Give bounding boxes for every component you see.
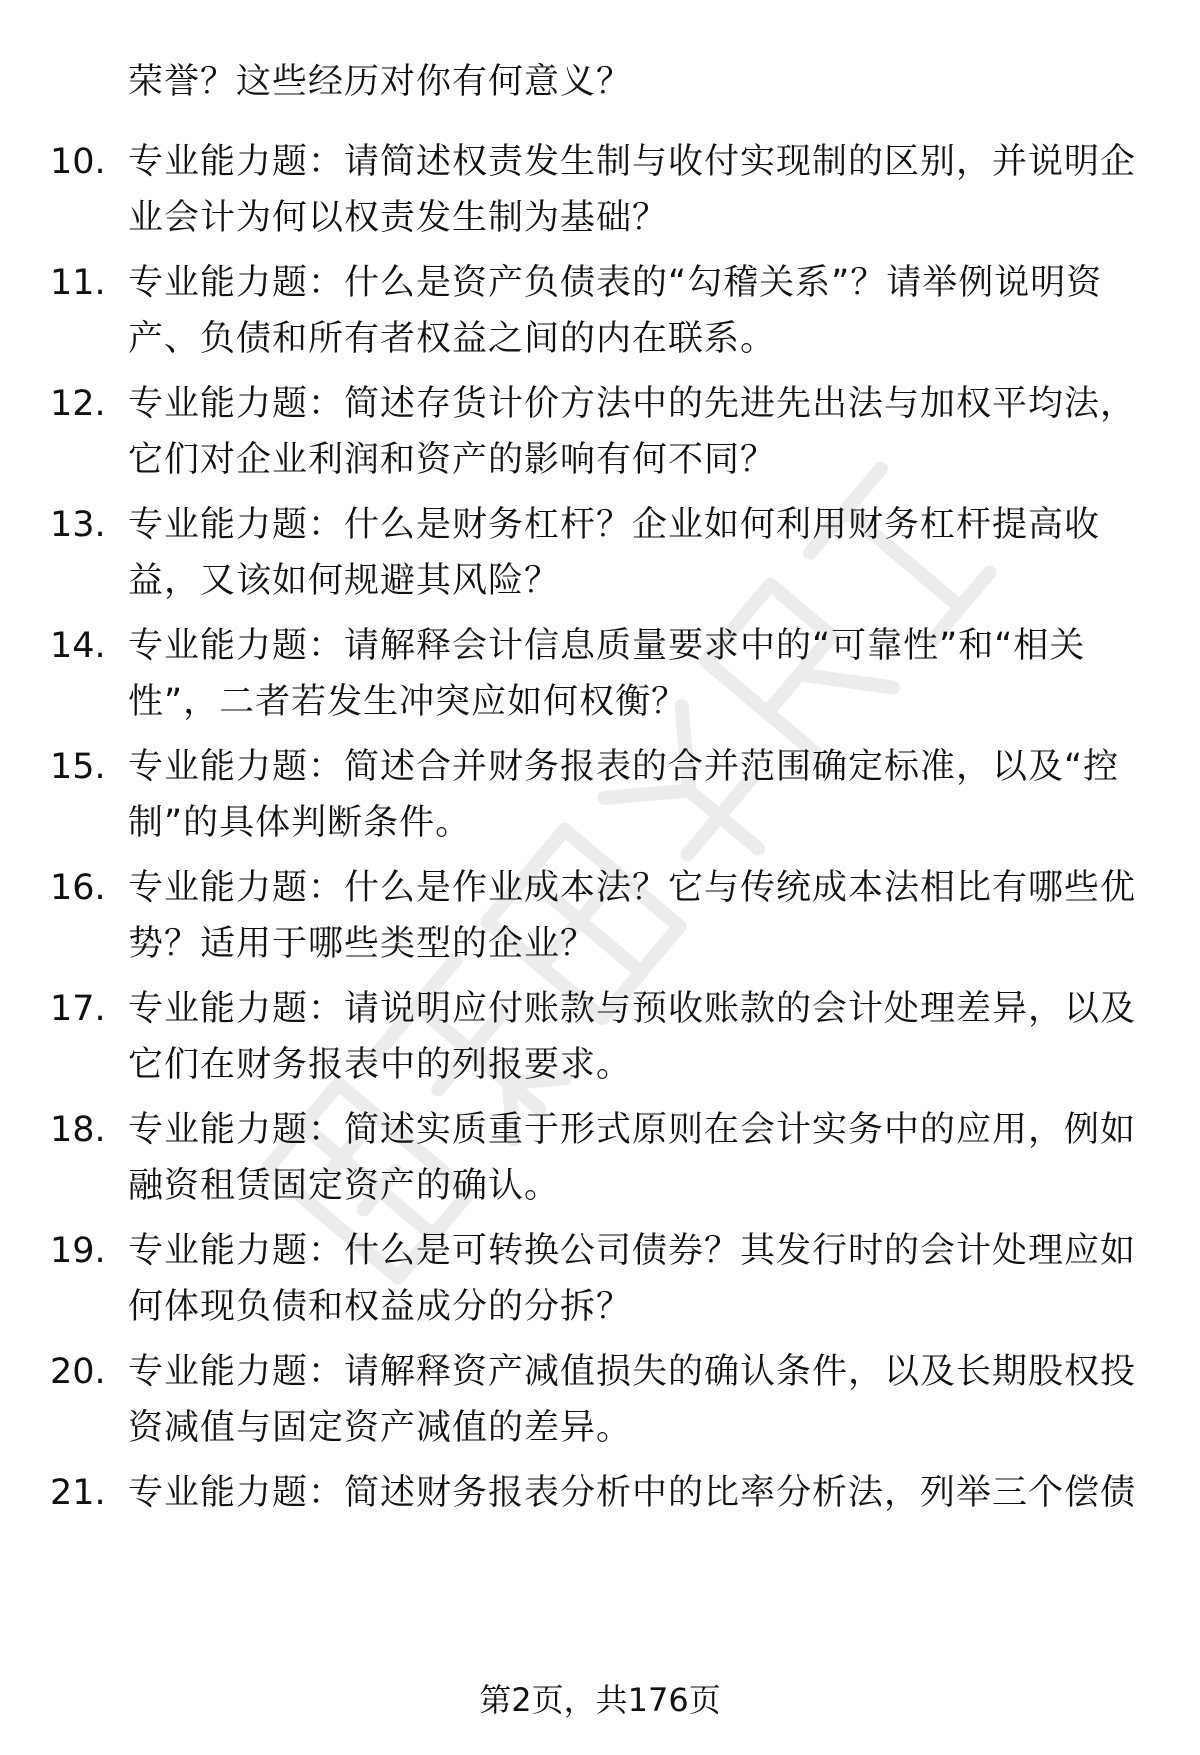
question-text-line: 专业能力题：什么是作业成本法？它与传统成本法相比有哪些优 [128, 868, 1137, 908]
question-text-line: 资减值与固定资产减值的差异。 [128, 1408, 633, 1448]
question-text-line: 势？适用于哪些类型的企业？ [128, 924, 597, 964]
question-text-line: 专业能力题：什么是资产负债表的“勾稽关系”？请举例说明资 [128, 263, 1103, 303]
question-text-line: 专业能力题：什么是可转换公司债券？其发行时的会计处理应如 [128, 1231, 1137, 1271]
question-text-line: 它们对企业利润和资产的影响有何不同？ [128, 440, 777, 480]
question-text-line: 产、负债和所有者权益之间的内在联系。 [128, 319, 777, 359]
question-number: 14. [50, 626, 106, 666]
page-number-footer: 第2页，共176页 [479, 1681, 721, 1719]
question-text-line: 何体现负债和权益成分的分拆？ [128, 1287, 633, 1327]
question-number: 11. [50, 263, 106, 303]
question-text-line: 专业能力题：简述实质重于形式原则在会计实务中的应用，例如 [128, 1110, 1137, 1150]
question-text-line: 专业能力题：请说明应付账款与预收账款的会计处理差异，以及 [128, 989, 1137, 1029]
question-text-line: 专业能力题：请解释会计信息质量要求中的“可靠性”和“相关 [128, 626, 1086, 666]
question-text-line: 益，又该如何规避其风险？ [128, 561, 561, 601]
question-number: 19. [50, 1231, 106, 1271]
question-number: 16. [50, 868, 106, 908]
question-number: 20. [50, 1352, 106, 1392]
question-number: 15. [50, 747, 106, 787]
question-text-line: 它们在财务报表中的列报要求。 [128, 1045, 633, 1085]
question-text-line: 专业能力题：简述财务报表分析中的比率分析法，列举三个偿债 [128, 1473, 1137, 1513]
question-text-line: 专业能力题：请解释资产减值损失的确认条件，以及长期股权投 [128, 1352, 1137, 1392]
question-text-line: 专业能力题：什么是财务杠杆？企业如何利用财务杠杆提高收 [128, 505, 1101, 545]
question-number: 17. [50, 989, 106, 1029]
question-text-line: 专业能力题：请简述权责发生制与收付实现制的区别，并说明企 [128, 142, 1137, 182]
question-number: 21. [50, 1473, 106, 1513]
question-text-line: 性”，二者若发生冲突应如何权衡？ [128, 682, 688, 722]
question-text-line: 业会计为何以权责发生制为基础？ [128, 198, 669, 238]
question-text-line: 融资租赁固定资产的确认。 [128, 1166, 561, 1206]
question-number: 18. [50, 1110, 106, 1150]
question-text-line: 制”的具体判断条件。 [128, 803, 472, 843]
question-number: 10. [50, 142, 106, 182]
question-text-line: 专业能力题：简述合并财务报表的合并范围确定标准，以及“控 [128, 747, 1120, 787]
question-text-line: 专业能力题：简述存货计价方法中的先进先出法与加权平均法， [128, 384, 1137, 424]
question-number: 13. [50, 505, 106, 545]
continued-question-text: 荣誉？这些经历对你有何意义？ [128, 62, 633, 102]
question-number: 12. [50, 384, 106, 424]
